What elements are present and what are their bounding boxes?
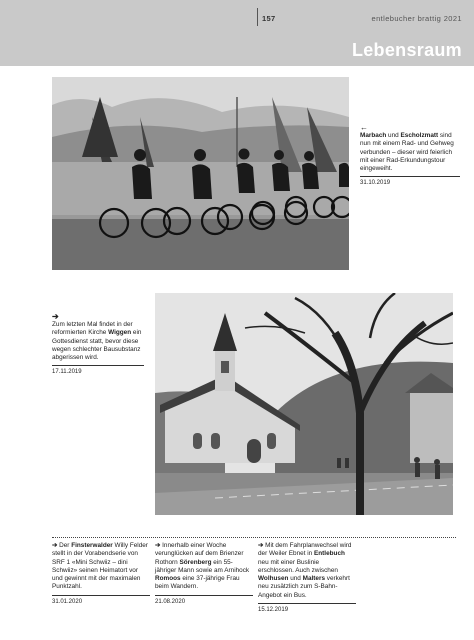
arrow-right-icon: ➔ (52, 542, 58, 549)
news-date: 31.01.2020 (52, 595, 150, 606)
dotted-divider (52, 537, 456, 538)
publication-name: entlebucher brattig 2021 (371, 14, 462, 23)
page-number: 157 (262, 14, 276, 23)
arrow-right-icon: ➔ (258, 542, 264, 549)
header-divider (257, 8, 258, 26)
caption-church: ➔ Zum letzten Mal findet in der reformierten Kirche Wiggen ein Gottesdienst statt, bevor diese wegen schlechter Bausubstanz abgerissen wird. 17.11.2019 (52, 312, 144, 377)
news-item-entlebuch: ➔ Mit dem Fahrplanwechsel wird der Weiler Ebnet in Entlebuch neu mit einer Buslinie erschlossen. Auch zwischen Wolhusen und Malters verkehrt neu zusätzlich zum S-Bahn-Angebot ein Bus. 15.12.2019 (258, 542, 356, 614)
caption-date: 17.11.2019 (52, 365, 144, 376)
arrow-right-icon: ➔ (155, 542, 161, 549)
caption-date: 31.10.2019 (360, 176, 460, 187)
news-date: 21.08.2020 (155, 595, 253, 606)
arrow-right-icon: ➔ (52, 312, 59, 321)
news-item-sorenberg: ➔ Innerhalb einer Woche verunglücken auf dem Brienzer Rothorn Sörenberg ein 55-jähriger Mann sowie am Arnihock Romoos eine 37-jährige Frau beim Wandern. 21.08.2020 (155, 542, 253, 606)
arrow-left-icon: ← (360, 123, 368, 132)
news-date: 15.12.2019 (258, 603, 356, 614)
photo-cyclists (52, 77, 349, 270)
photo-chapel (155, 293, 453, 515)
chapel-image (155, 293, 453, 515)
section-title: Lebensraum (351, 40, 462, 60)
news-item-finsterwald: ➔ Der Finsterwalder Willy Felder stellt in der Vorabendserie von SRF 1 «Mini Schwiiz – dini Schwiiz» seinen Heimatort vor und gewinnt mit der maximalen Punktzahl. 31.01.2020 (52, 542, 150, 606)
caption-bikes: ← Marbach und Escholzmatt sind nun mit einem Rad- und Gehweg verbunden – dieser wird feierlich mit einer Rad-Erkundungstour eingeweiht. 31.10.2019 (360, 123, 460, 188)
cyclists-image (52, 77, 349, 270)
